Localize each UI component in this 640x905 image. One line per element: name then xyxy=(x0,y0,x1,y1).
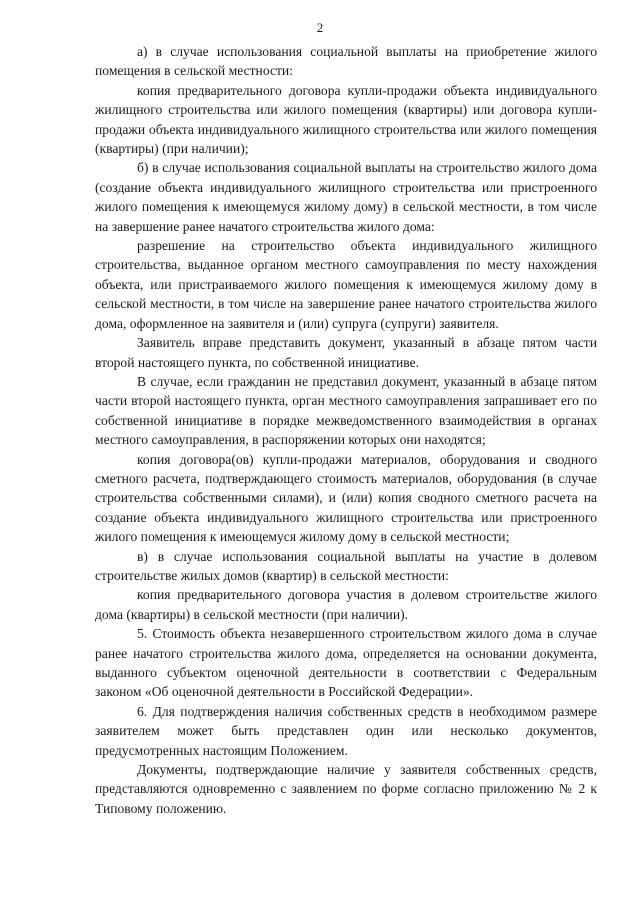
paragraph-own-initiative: Заявитель вправе представить документ, указанный в абзаце пятом части второй настоящего пункта, по собственной инициативе. xyxy=(95,335,597,370)
document-body xyxy=(95,42,597,818)
paragraph-item-6-own-funds: 6. Для подтверждения наличия собственных средств в необходимом размере заявителем может быть представлен один или несколько документов, предусмотренных настоящим Положением. xyxy=(95,703,597,758)
paragraph-item-5-valuation: 5. Стоимость объекта незавершенного строительством жилого дома в случае ранее начатого строительства жилого дома, определяется на основании документа, выданного субъектом оценочной деятельности в соответствии с Федеральным законом «Об оценочной деятельности в Российской Федерации». xyxy=(95,626,597,700)
paragraph-building-permit: разрешение на строительство объекта индивидуального жилищного строительства, выданное органом местного самоуправления по месту нахождения объекта, или пристраиваемого жилого помещения к имеющемуся жилому дому в сельской местности, в том числе на завершение ранее начатого строительства жилого дома, оформленное на заявителя и (или) супруга (супруги) заявителя. xyxy=(95,238,597,331)
paragraph-materials-contract-copy: копия договора(ов) купли-продажи материалов, оборудования и сводного сметного расчета, подтверждающего стоимость материалов, оборудования (в случае строительства собственными силами), и (или) копия сводного сметного расчета на создание объекта индивидуального жилищного строительства или пристроенного жилого помещения к имеющемуся жилому дому в сельской местности; xyxy=(95,451,597,545)
paragraph-b-construction: б) в случае использования социальной выплаты на строительство жилого дома (создание объекта индивидуального жилищного строительства или пристроенного жилого помещения к имеющемуся жилому дому) в сельской местности, в том числе на завершение ранее начатого строительства жилого дома: xyxy=(95,160,597,234)
paragraph-shared-contract-copy: копия предварительного договора участия в долевом строительстве жилого дома (квартиры) в сельской местности (при наличии). xyxy=(95,587,597,622)
paragraph-interagency-request: В случае, если гражданин не представил документ, указанный в абзаце пятом части второй настоящего пункта, орган местного самоуправления запрашивает его по собственной инициативе в порядке межведомственного взаимодействия в органах местного самоуправления, в распоряжении которых они находятся; xyxy=(95,373,597,448)
paragraph-v-shared-construction: в) в случае использования социальной выплаты на участие в долевом строительстве жилых домов (квартир) в сельской местности: xyxy=(95,548,597,583)
page-number: 2 xyxy=(316,20,324,35)
paragraph-documents-submission: Документы, подтверждающие наличие у заявителя собственных средств, представляются одновременно с заявлением по форме согласно приложению № 2 к Типовому положению. xyxy=(95,762,597,816)
paragraph-purchase-contract-copy: копия предварительного договора купли-продажи объекта индивидуального жилищного строительства или жилого помещения (квартиры) или договора купли-продажи объекта индивидуального жилищного строительства или жилого помещения (квартиры) (при наличии); xyxy=(95,82,597,157)
paragraph-a-purchase: а) в случае использования социальной выплаты на приобретение жилого помещения в сельской местности: xyxy=(95,44,597,79)
